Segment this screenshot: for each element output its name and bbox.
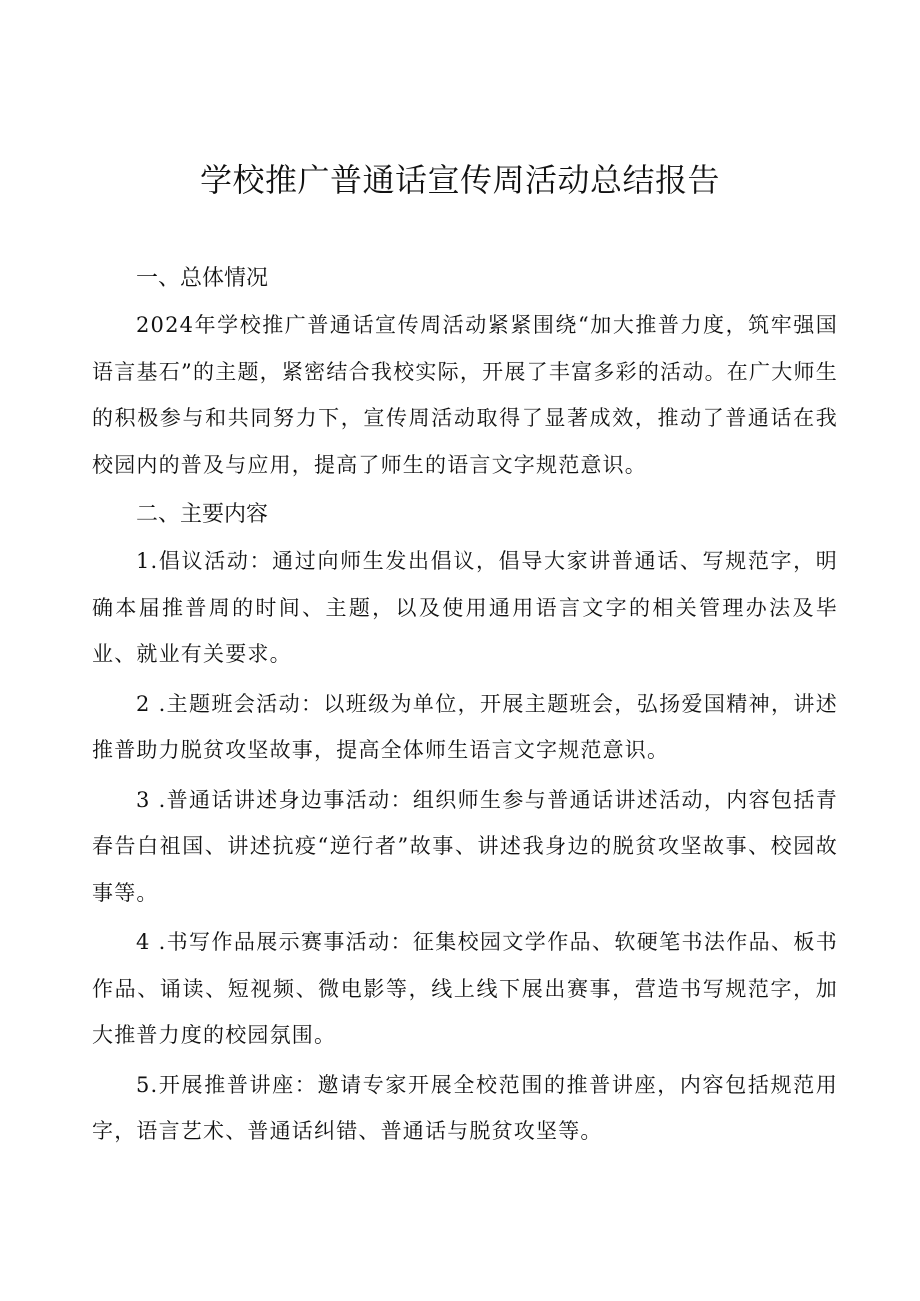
content-item-2: 2 .主题班会活动：以班级为单位，开展主题班会，弘扬爱国精神，讲述推普助力脱贫攻坚故事，提高全体师生语言文字规范意识。 (92, 691, 838, 762)
content-item-5: 5.开展推普讲座：邀请专家开展全校范围的推普讲座，内容包括规范用字，语言艺术、普通话纠错、普通话与脱贫攻坚等。 (92, 1072, 838, 1143)
document-title: 学校推广普通话宣传周活动总结报告 (199, 161, 720, 199)
section-heading-main-content: 二、主要内容 (136, 502, 269, 527)
content-item-1: 1.倡议活动：通过向师生发出倡议，倡导大家讲普通话、写规范字，明确本届推普周的时间、主题，以及使用通用语言文字的相关管理办法及毕业、就业有关要求。 (92, 549, 838, 666)
content-item-3: 3 .普通话讲述身边事活动：组织师生参与普通话讲述活动，内容包括青春告白祖国、讲述抗疫“逆行者”故事、讲述我身边的脱贫攻坚故事、校园故事等。 (92, 787, 838, 905)
document-body (92, 256, 838, 1155)
section-heading-overview: 一、总体情况 (136, 266, 269, 291)
content-item-4: 4 .书写作品展示赛事活动：征集校园文学作品、软硬笔书法作品、板书作品、诵读、短视频、微电影等，线上线下展出赛事，营造书写规范字，加大推普力度的校园氛围。 (92, 930, 838, 1047)
overview-paragraph: 2024年学校推广普通话宣传周活动紧紧围绕“加大推普力度，筑牢强国语言基石”的主题，紧密结合我校实际，开展了丰富多彩的活动。在广大师生的积极参与和共同努力下，宣传周活动取得了显著成效，推动了普通话在我校园内的普及与应用，提高了师生的语言文字规范意识。 (92, 313, 838, 477)
